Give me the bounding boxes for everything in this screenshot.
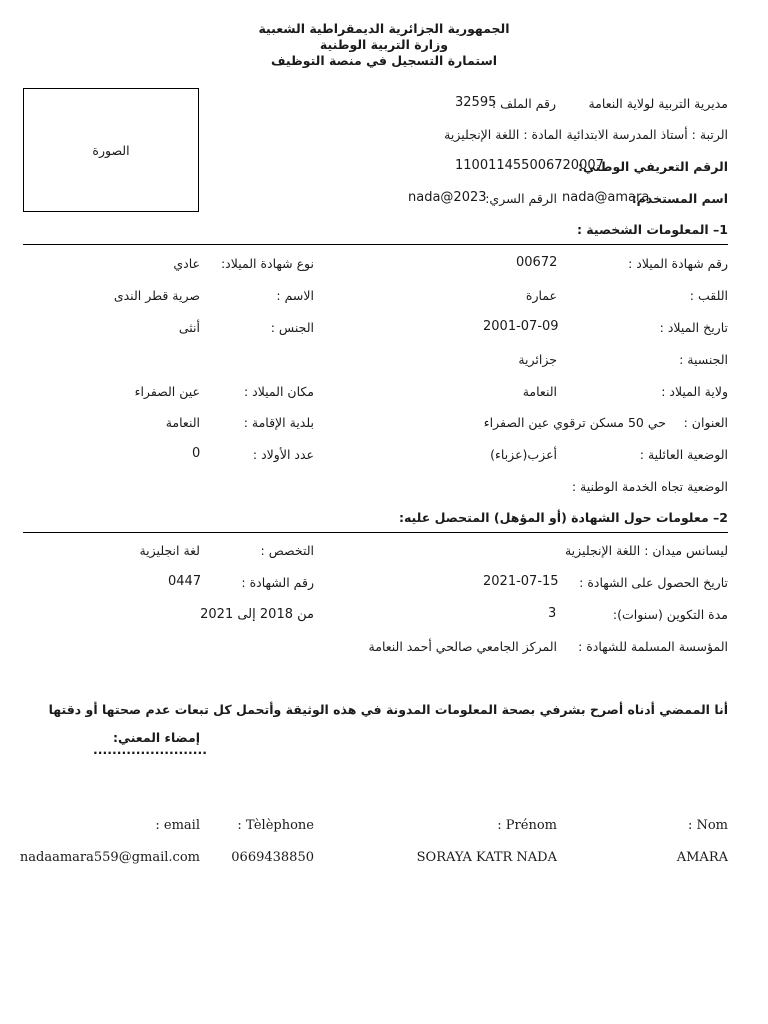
specialty-label: التخصص : (260, 543, 314, 558)
nationality-label: الجنسية : (679, 352, 728, 367)
header-ministry: وزارة التربية الوطنية (319, 37, 449, 52)
residence: النعامة (165, 415, 200, 430)
residence-label: بلدية الإقامة : (243, 415, 314, 430)
children-label: عدد الأولاد : (252, 447, 314, 462)
rank: الرتبة : أستاذ المدرسة الابتدائية (566, 127, 728, 142)
marital: أعزب(عزباء) (490, 447, 557, 462)
birth-place: عين الصفراء (134, 384, 200, 399)
prenom-value: SORAYA KATR NADA (416, 850, 557, 865)
birth-wilaya: النعامة (522, 384, 557, 399)
cert-date: 2021-07-15 (483, 574, 559, 589)
cert-no-label: رقم الشهادة : (241, 575, 314, 590)
children: 0 (192, 446, 201, 461)
birth-cert-no-label: رقم شهادة الميلاد : (628, 256, 728, 271)
name-label: الاسم : (276, 288, 314, 303)
email-value: nadaamara559@gmail.com (19, 850, 200, 865)
prenom-label: : Prénom (497, 818, 557, 833)
surname: عمارة (525, 288, 557, 303)
header-form-title: استمارة التسجيل في منصة التوظيف (270, 53, 498, 68)
birth-cert-type: عادي (173, 256, 200, 271)
institution-label: المؤسسة المسلمة للشهادة : (578, 639, 728, 654)
telephone-label: : Tèlèphone (237, 818, 314, 833)
section2-divider (23, 532, 728, 533)
section1-divider (23, 244, 728, 245)
section2-title: 2– معلومات حول الشهادة (أو المؤهل) المتحصل عليه: (398, 510, 728, 525)
birth-place-label: مكان الميلاد : (243, 384, 314, 399)
military-label: الوضعية تجاه الخدمة الوطنية : (571, 479, 728, 494)
password-label: الرقم السري: (485, 191, 557, 206)
national-id: 110011455006720007 (455, 158, 604, 173)
password: nada@2023 (408, 190, 487, 205)
duration-label: مدة التكوين (سنوات): (612, 607, 728, 622)
name: صرية قطر الندى (113, 288, 200, 303)
birth-cert-type-label: نوع شهادة الميلاد: (220, 256, 314, 271)
section1-title: 1– المعلومات الشخصية : (576, 222, 728, 237)
username: nada@amara (562, 190, 650, 205)
marital-label: الوضعية العائلية : (639, 447, 728, 462)
nationality: جزائرية (518, 352, 557, 367)
file-number-label: رقم الملف : (491, 96, 556, 111)
gender: أنثى (178, 320, 200, 335)
training-period: من 2018 إلى 2021 (200, 607, 314, 622)
nom-label: : Nom (687, 818, 728, 833)
institution: المركز الجامعي صالحي أحمد النعامة (368, 639, 557, 654)
address: حي 50 مسكن ترقوي عين الصفراء (483, 415, 666, 430)
photo-label: الصورة (92, 143, 130, 158)
signature-label: إمضاء المعني: (113, 730, 200, 745)
dob: 2001-07-09 (483, 319, 559, 334)
declaration: أنا الممضي أدناه أصرح بشرفي بصحة المعلومات المدونة في هذه الوثيقة وأتحمل كل تبعات عدم صحتها أو دقتها (48, 702, 728, 717)
national-id-label: الرقم التعريفي الوطني: (577, 159, 728, 174)
signature-line: ........................ (93, 742, 207, 757)
directorate: مديرية التربية لولاية النعامة (588, 96, 728, 111)
cert-no: 0447 (168, 574, 202, 589)
nom-value: AMARA (676, 850, 728, 865)
username-label: اسم المستخدم: (631, 191, 728, 206)
specialty: لغة انجليزية (139, 543, 200, 558)
subject: المادة : اللغة الإنجليزية (444, 127, 562, 142)
surname-label: اللقب : (689, 288, 728, 303)
gender-label: الجنس : (270, 320, 314, 335)
file-number: 32595 (455, 95, 497, 110)
duration: 3 (548, 606, 557, 621)
birth-cert-no: 00672 (516, 255, 558, 270)
dob-label: تاريخ الميلاد : (659, 320, 728, 335)
telephone-value: 0669438850 (231, 850, 314, 865)
cert-date-label: تاريخ الحصول على الشهادة : (579, 575, 728, 590)
degree: ليسانس ميدان : اللغة الإنجليزية (564, 543, 728, 558)
photo-box (23, 88, 199, 212)
header-republic: الجمهورية الجزائرية الديمقراطية الشعبية (258, 21, 510, 36)
email-label: : email (155, 818, 200, 833)
address-label: العنوان : (683, 415, 728, 430)
birth-wilaya-label: ولاية الميلاد : (661, 384, 728, 399)
